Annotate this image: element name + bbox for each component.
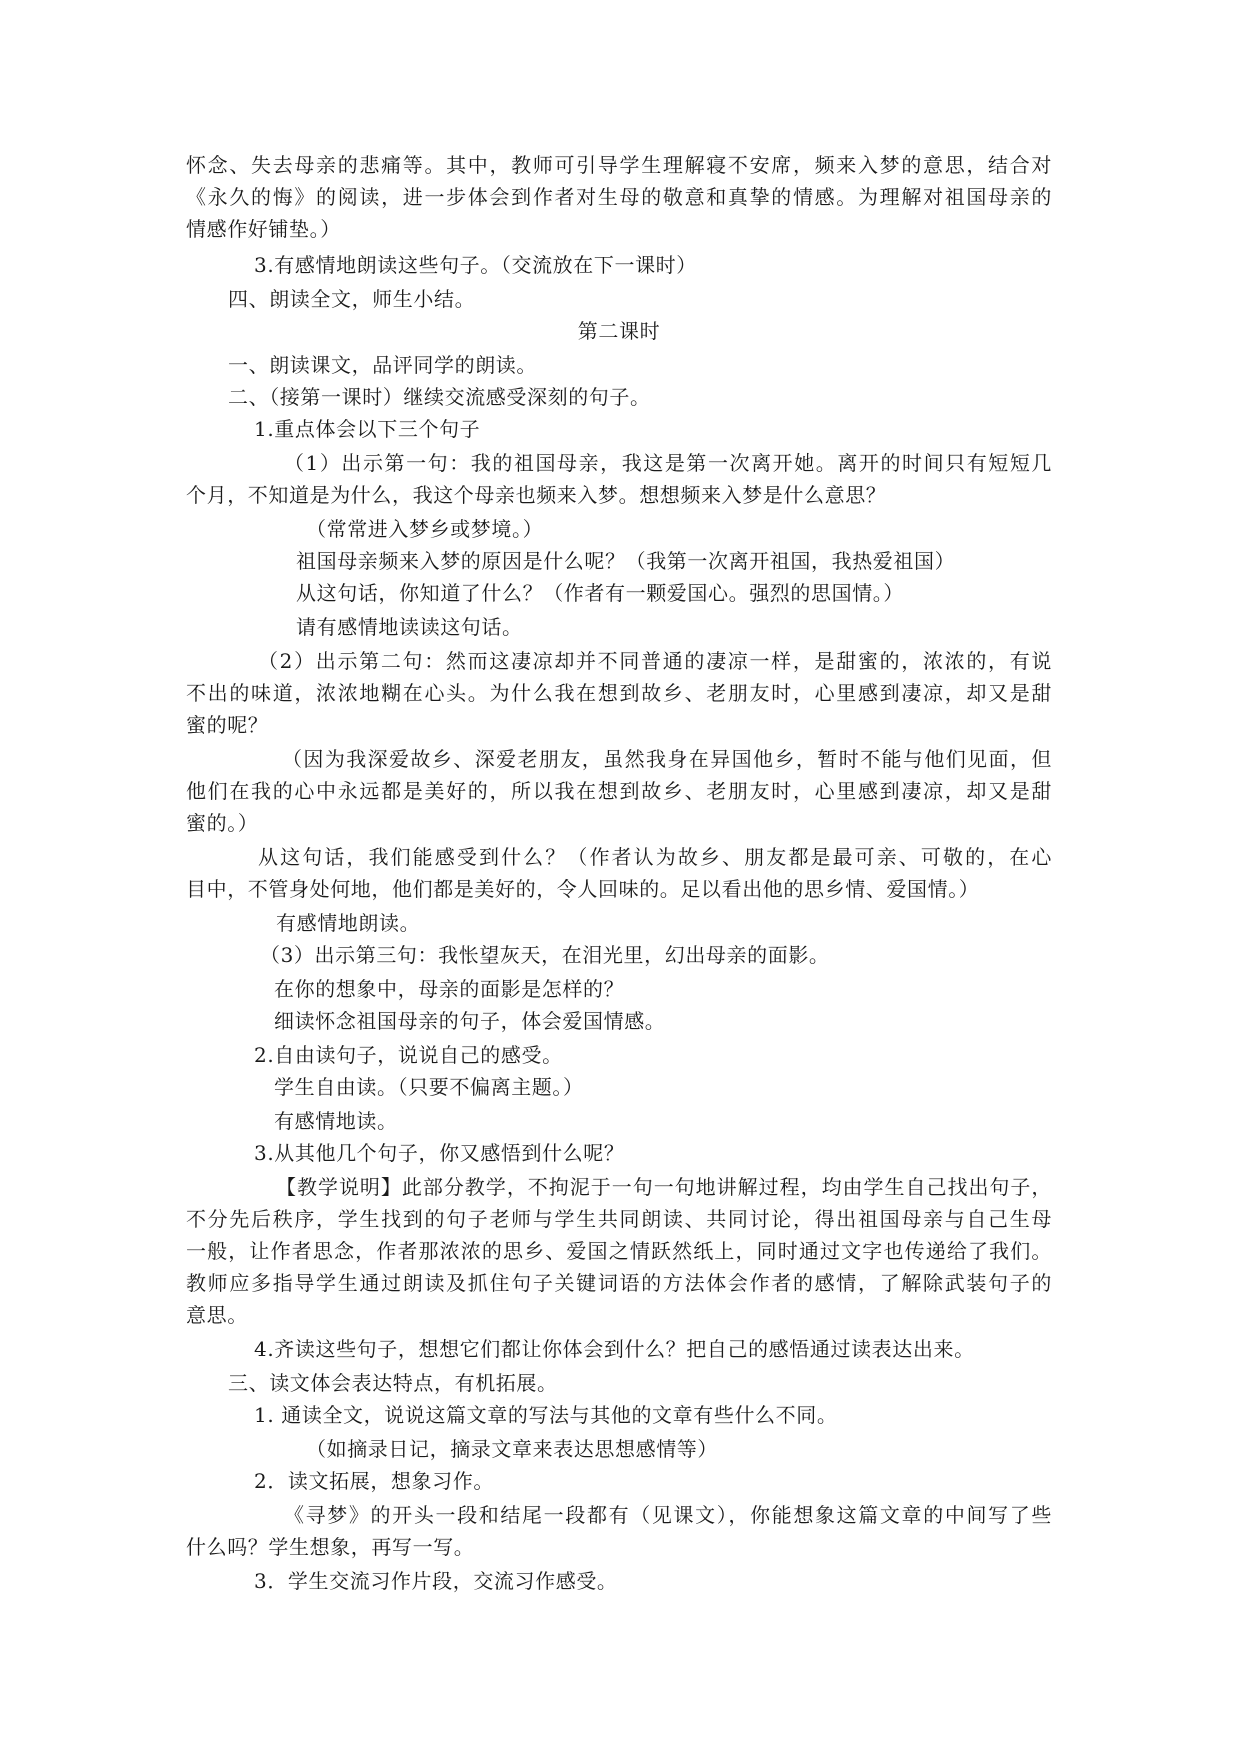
paragraph-line: （如摘录日记，摘录文章来表达思想感情等） <box>306 1437 718 1461</box>
paragraph-line: 蜜的呢？ <box>186 713 269 737</box>
list-item: 3.从其他几个句子，你又感悟到什么呢？ <box>254 1141 625 1165</box>
paragraph-line: 请有感情地读读这句话。 <box>296 615 523 639</box>
list-item: 1. 通读全文，说说这篇文章的写法与其他的文章有些什么不同。 <box>254 1403 838 1427</box>
lesson-heading: 第二课时 <box>577 319 661 343</box>
paragraph-line: 蜜的。） <box>186 811 259 835</box>
paragraph-line: 在你的想象中，母亲的面影是怎样的？ <box>274 977 625 1001</box>
list-item: 2.自由读句子，说说自己的感受。 <box>254 1043 563 1067</box>
paragraph-line: 有感情地读。 <box>274 1109 398 1133</box>
paragraph-line: 个月，不知道是为什么，我这个母亲也频来入梦。想想频来入梦是什么意思？ <box>186 483 887 507</box>
paragraph-line: 什么吗？学生想象，再写一写。 <box>186 1535 475 1559</box>
paragraph-line: 《永久的悔》的阅读，进一步体会到作者对生母的敬意和真挚的情感。为理解对祖国母亲的 <box>186 185 1052 209</box>
section-heading: 一、朗读课文，品评同学的朗读。 <box>228 353 537 377</box>
paragraph-line: 不出的味道，浓浓地糊在心头。为什么我在想到故乡、老朋友时，心里感到凄凉，却又是甜 <box>186 681 1052 705</box>
paragraph-line: 《寻梦》的开头一段和结尾一段都有（见课文），你能想象这篇文章的中间写了些 <box>284 1503 1052 1527</box>
note-line: 教师应多指导学生通过朗读及抓住句子关键词语的方法体会作者的感情，了解除武装句子的 <box>186 1271 1052 1295</box>
note-line: 意思。 <box>186 1303 248 1327</box>
paragraph-line: 他们在我的心中永远都是美好的，所以我在想到故乡、老朋友时，心里感到凄凉，却又是甜 <box>186 779 1052 803</box>
paragraph-line: 有感情地朗读。 <box>276 911 421 935</box>
paragraph-line: （1）出示第一句：我的祖国母亲，我这是第一次离开她。离开的时间只有短短几 <box>284 451 1052 475</box>
list-item: 4.齐读这些句子，想想它们都让你体会到什么？把自己的感悟通过读表达出来。 <box>254 1337 975 1361</box>
paragraph-line: 从这句话，你知道了什么？（作者有一颗爱国心。强烈的思国情。） <box>296 581 904 605</box>
paragraph-line: （3）出示第三句：我怅望灰天，在泪光里，幻出母亲的面影。 <box>260 943 830 967</box>
paragraph-line: 情感作好铺垫。） <box>186 217 341 241</box>
paragraph-line: 细读怀念祖国母亲的句子，体会爱国情感。 <box>274 1009 666 1033</box>
paragraph-line: （因为我深爱故乡、深爱老朋友，虽然我身在异国他乡，暂时不能与他们见面，但 <box>282 747 1052 771</box>
paragraph-line: （常常进入梦乡或梦境。） <box>306 517 544 541</box>
paragraph-line: 目中，不管身处何地，他们都是美好的，令人回味的。足以看出他的思乡情、爱国情。） <box>186 877 980 901</box>
paragraph-line: 学生自由读。（只要不偏离主题。） <box>274 1075 584 1099</box>
list-item: 3.有感情地朗读这些句子。（交流放在下一课时） <box>254 253 697 277</box>
list-item: 2．读文拓展，想象习作。 <box>254 1469 494 1493</box>
list-item: 3．学生交流习作片段，交流习作感受。 <box>254 1569 618 1593</box>
section-heading: 三、读文体会表达特点，有机拓展。 <box>228 1371 558 1395</box>
list-item: 1.重点体会以下三个句子 <box>254 417 481 441</box>
note-line: 【教学说明】此部分教学，不拘泥于一句一句地讲解过程，均由学生自己找出句子， <box>276 1175 1052 1199</box>
note-line: 一般，让作者思念，作者那浓浓的思乡、爱国之情跃然纸上，同时通过文字也传递给了我们。 <box>186 1239 1052 1263</box>
paragraph-line: 祖国母亲频来入梦的原因是什么呢？（我第一次离开祖国，我热爱祖国） <box>296 549 956 573</box>
paragraph-line: 怀念、失去母亲的悲痛等。其中，教师可引导学生理解寝不安席，频来入梦的意思，结合对 <box>186 153 1052 177</box>
section-heading: 四、朗读全文，师生小结。 <box>228 287 476 311</box>
section-heading: 二、（接第一课时）继续交流感受深刻的句子。 <box>228 385 651 409</box>
note-line: 不分先后秩序，学生找到的句子老师与学生共同朗读、共同讨论，得出祖国母亲与自己生母 <box>186 1207 1052 1231</box>
paragraph-line: （2）出示第二句：然而这凄凉却并不同普通的凄凉一样，是甜蜜的，浓浓的，有说 <box>258 649 1052 673</box>
paragraph-line: 从这句话，我们能感受到什么？（作者认为故乡、朋友都是最可亲、可敬的，在心 <box>258 845 1052 869</box>
